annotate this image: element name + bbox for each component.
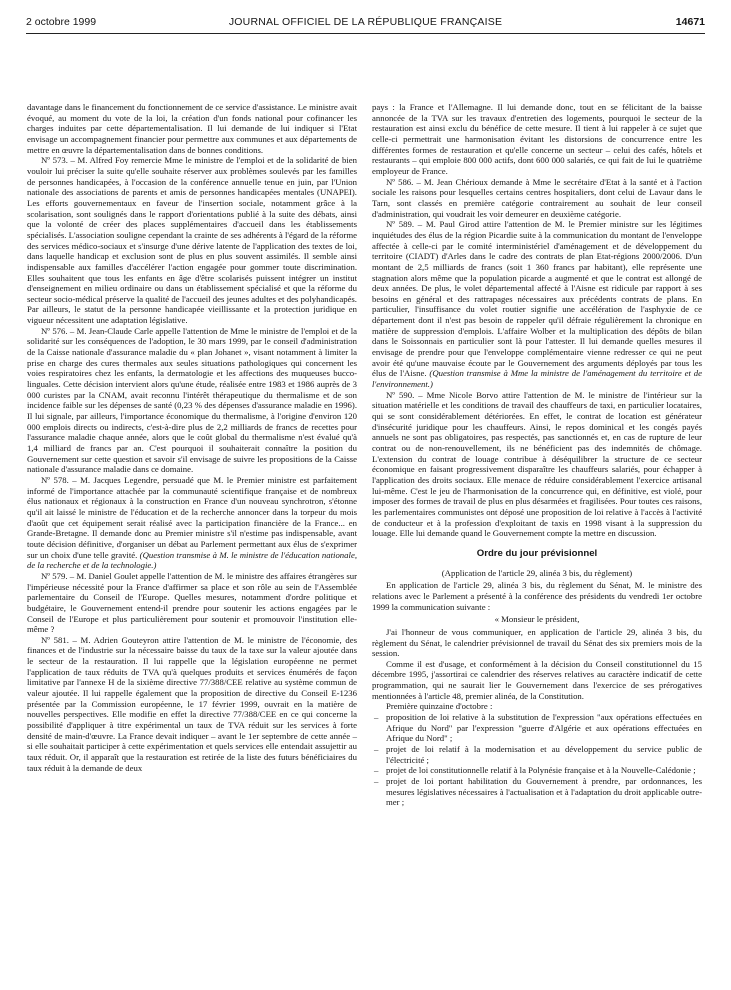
question-576: Nº 576. – M. Jean-Claude Carle appelle l'attention de Mme le ministre de l'emploi et de la solidarité sur les conséquences de l'adoption, le 30 mars 1999, par le conseil d'administration de la Caisse nationale d'assurance maladie du « plan Johanet », visant notamment à limiter la prise en charge des cures thermales aux seules situations pathologiques qui concernent les voies respiratoires chez les enfants, la dermatologie et les affections des muqueuses bucco-linguales. Cette décision intervient alors qu'une étude, réalisée entre 1983 et 1986 auprès de 3 000 curistes par la CNAM, avait reconnu l'intérêt thérapeutique du thermalisme et de son incidence faible sur les dépenses de santé (0,23 % des dépenses d'assurance maladie en 1996). Il lui signale, par ailleurs, l'importance économique du thermalisme, à l'origine d'environ 120 000 emplois directs ou indirects, c'est-à-dire plus de 2,2 milliards de francs de recettes pour l'assurance maladie chaque année, alors que le coût global du thermalisme n'est évalué qu'à 1,4 milliard de francs par an. C'est pourquoi il souhaiterait connaître la position du Gouvernement sur cette question et savoir s'il envisage de suivre les propositions de la Caisse nationale d'assurance maladie dans ce domaine.	[27, 325, 357, 475]
order-fortnight: Première quinzaine d'octobre :	[386, 701, 493, 712]
question-589-text: Nº 589. – M. Paul Girod attire l'attention de M. le Premier ministre sur les légitimes inquiétudes des élus de la région Picardie suite à la communication du montant de l'enveloppe affectée à celle-ci par le comité interministériel d'aménagement et de développement du territoire (CIADT) d'Arles dans le cadre des contrats de plan Etat-régions 2000/2006. D'un montant de 2,5 milliards de francs (soit 1 360 francs par habitant), elle représente une stagnation alors même que la population picarde a augmenté et que le contrat est allongé de deux années. De plus, le volet départemental affecté à l'Aisne est ridicule par rapport à ses besoins en général et des rattrapages nécessaires aux précédents contrats de plans. En particulier, l'insuffisance du volet routier signifie une accélération de l'asphyxie de ce département dont il n'est pas besoin de rappeler qu'il défraie régulièrement la chronique en matière de suppression d'emplois. L'affaire Wolber et la multiplication des dépôts de bilan dans le Soissonnais en particulier sont là pour l'attester. Il lui demande quelles mesures il envisage de prendre pour que l'enveloppe complémentaire vienne redresser ce qui ne peut avoir été qu'une mauvaise écoute par le Gouvernement des arguments déployés par tous les élus de l'Aisne.	[372, 219, 702, 379]
right-column	[372, 102, 702, 808]
order-item: – projet de loi relatif à la modernisation et au développement du service public de l'électricité ;	[372, 744, 702, 765]
question-589-transmission: (Question transmise à Mme la ministre de l'aménagement du territoire et de l'environnement.)	[372, 368, 702, 390]
paragraph-continuation: davantage dans le financement du fonctionnement de ce service d'assistance. Le ministre avait évoqué, au moment du vote de la loi, la création d'un fonds national pour cofinancer les charges induites par cette départementalisation. Il lui demande de lui indiquer si l'Etat envisage un accompagnement financier pour permettre aux communes et aux départements de mettre en œuvre la départementalisation dans de bonnes conditions.	[27, 102, 357, 155]
order-letter-1: J'ai l'honneur de vous communiquer, en application de l'article 29, alinéa 3 bis, du règlement du Sénat, le calendrier prévisionnel de travail du Sénat des six premiers mois de la session.	[372, 626, 702, 659]
question-590: Nº 590. – Mme Nicole Borvo attire l'attention de M. le ministre de l'intérieur sur la situation matérielle et les conditions de travail des chauffeurs de taxi, en particulier locataires, qui se sont considérablement détériorées. En effet, le contrat de location est générateur d'insécurité juridique pour les chauffeurs. Ainsi, le repos dominical et les congés payés annuels ne sont pas obligatoires, pas respectés, pas sanctionnés et, en cas de rupture de leur contrat ou de non-renouvellement, ils ne bénéficient pas des indemnités de chômage. L'extension du contrat de louage contribue à déséquilibrer la structure de ce secteur économique en faisant progressivement disparaître les chauffeurs salariés, pour échapper à l'application des droits sociaux. Elle menace de réduire considérablement l'exercice artisanal lui-même. C'est le jeu de l'harmonisation de la concurrence qui, en définitive, est violé, pour imposer des formes de travail de plus en plus désarmées et fragilisées. Pour toutes ces raisons, les parlementaires communistes ont déposé une proposition de loi relative à l'accès à l'activité de conducteur et à la profession d'exploitant de taxis en 1998 visant à la suppression du louage. Elle lui demande quand le Gouvernement compte la mettre en discussion.	[372, 389, 702, 539]
order-item: – projet de loi portant habilitation du Gouvernement à prendre, par ordonnances, les mesures législatives nécessaires à l'actualisation et à l'adaptation du droit applicable outre-mer ;	[372, 776, 702, 808]
page-number: 14671	[675, 16, 705, 28]
order-list	[372, 712, 702, 808]
order-title: Ordre du jour prévisionnel	[476, 547, 598, 559]
question-578-transmission: (Question transmise à M. le ministre de l'éducation nationale, de la recherche et de la technologie.)	[27, 549, 357, 571]
question-573: Nº 573. – M. Alfred Foy remercie Mme le ministre de l'emploi et de la solidarité de bien vouloir lui préciser la suite qu'elle souhaite réserver aux problèmes soulevés par les familles de personnes handicapées, à l'occasion de la conférence annuelle tenue en juin, par l'Union nationale des associations de parents et amis de personnes handicapées mentales (UNAPEI). Les efforts gouvernementaux en faveur de l'insertion sociale, notamment grâce à la scolarisation, sont soulignés dans le rapport d'orientations publié à la suite des débats, ainsi que la volonté de créer des places supplémentaires d'accueil dans les établissements spécialisés. L'association souligne cependant la crainte de ses adhérents à l'égard de la réforme des services médico-sociaux et s'insurge d'une dérive latente de l'application des textes de loi, dans laquelle handicap et exclusion sont de plus en plus souvent assimilés. Il semble ainsi indispensable aux familles d'accélérer l'action engagée pour gommer toute discrimination. Elles souhaitent que tous les enfants en âge d'être scolarisés puissent intégrer un institut d'enseignement en milieu ordinaire ou dans un établissement spécialisé et que la réforme du secteur socio-médical préserve la qualité de l'accueil des jeunes adultes et des polyhandicapés. Par ailleurs, le statut de la personne handicapée vieillissante et la protection juridique en vigueur nécessitent une adaptation législative.	[27, 155, 357, 326]
question-578	[27, 475, 357, 571]
paragraph-continuation-right: pays : la France et l'Allemagne. Il lui demande donc, tout en se félicitant de la baisse annoncée de la TVA sur les travaux d'entretien des logements, pourquoi le secteur de la restauration est ainsi exclu du bénéfice de cette mesure. Il tient à lui rappeler à ce sujet que celle-ci permettrait une harmonisation évitant les distorsions de concurrence entre les différentes formes de restauration et qu'elle concerne un secteur – celui des cafés, hôtels et restaurants – qui emploie 800 000 actifs, dont 600 000 salariés, ce qui fait de lui le quatrième employeur de France.	[372, 102, 702, 176]
journal-title: JOURNAL OFFICIEL DE LA RÉPUBLIQUE FRANÇAISE	[228, 16, 503, 28]
order-item: – proposition de loi relative à la substitution de l'expression "aux opérations effectuées en Afrique du Nord" par l'expression "guerre d'Algérie et aux opérations effectuées en Afrique du Nord" ;	[372, 712, 702, 744]
question-578-text: Nº 578. – M. Jacques Legendre, persuadé que M. le Premier ministre est parfaitement informé de l'importance attachée par la communauté scientifique française et de nombreux élus nationaux et régionaux à la construction en France d'un nouveau synchrotron, s'étonne qu'il ait laissé le ministre de l'éducation et de la recherche annoncer dans la torpeur du mois d'août que cet équipement serait réalisé avec la participation financière de la France... en Grande-Bretagne. Il demande donc au Premier ministre s'il n'estime pas indispensable, avant toute décision définitive, d'organiser un débat au Parlement permettant aux élus de s'exprimer sur un choix d'une telle gravité.	[27, 474, 357, 560]
question-589	[372, 219, 702, 390]
order-letter-2: Comme il est d'usage, et conformément à la décision du Conseil constitutionnel du 15 décembre 1995, j'assortirai ce calendrier des réserves relatives au caractère indicatif de cette programmation, qui ne saurait lier le Gouvernement dans l'exercice de ses prérogatives mentionnées à l'article 48, premier alinéa, de la Constitution.	[372, 658, 702, 701]
order-application: (Application de l'article 29, alinéa 3 bis, du règlement)	[441, 567, 633, 578]
question-581: Nº 581. – M. Adrien Gouteyron attire l'attention de M. le ministre de l'économie, des finances et de l'industrie sur la nécessaire baisse du taux de la taxe sur la valeur ajoutée dans le secteur de la restauration. Il lui rappelle que la législation européenne ne permet l'application de taux réduits de TVA qu'à quelques produits et services énumérés de façon limitative par l'annexe H de la sixième directive 77/388/CEE relative au système commun de valeur ajoutée. Il lui rappelle également que la proposition de directive du Conseil E-1236 présentée par la Commission européenne, le 17 février 1999, ouvrait en la matière de nouvelles perspectives. Elle modifie en effet la directive 77/388/CEE en ce qui concerne la possibilité d'appliquer à titre expérimental un taux de TVA réduit sur les services à forte densité de main-d'œuvre. La France devait indiquer – avant le 1er septembre de cette année – si elle souhaitait participer à cette expérimentation et quels services elle entendait assujettir au taux réduit. Or, il apparaît que la restauration est retirée de la liste des futurs bénéficiaires du taux réduit à la demande de deux	[27, 634, 357, 773]
order-intro: En application de l'article 29, alinéa 3 bis, du règlement du Sénat, M. le ministre des relations avec le Parlement a présenté à la conférence des présidents du vendredi 1er octobre 1999 la communication suivante :	[372, 580, 702, 612]
left-column	[27, 102, 357, 773]
question-586: Nº 586. – M. Jean Chérioux demande à Mme le secrétaire d'Etat à la santé et à l'action sociale les raisons pour lesquelles certains centres hospitaliers, dont celui de Lavaur dans le Tarn, sont classés en première catégorie contrairement au souhait de leur conseil d'administration, qui voudrait les voir demeurer en deuxième catégorie.	[372, 176, 702, 219]
order-salutation: « Monsieur le président,	[494, 614, 580, 625]
order-item: – projet de loi constitutionnelle relatif à la Polynésie française et à la Nouvelle-Calédonie ;	[372, 765, 702, 776]
header-rule	[26, 33, 705, 34]
page-header	[26, 16, 705, 32]
question-579: Nº 579. – M. Daniel Goulet appelle l'attention de M. le ministre des affaires étrangères sur l'impérieuse nécessité pour la France d'affirmer sa place et son rôle au sein de l'Assemblée parlementaire du Conseil de l'Europe. Quelles mesures, notamment d'ordre politique et budgétaire, le Gouvernement entend-il prendre pour soutenir les actions engagées par le Conseil de l'Europe et plus particulièrement pour soutenir et promouvoir l'institution elle-même ?	[27, 570, 357, 635]
header-date: 2 octobre 1999	[26, 16, 97, 28]
